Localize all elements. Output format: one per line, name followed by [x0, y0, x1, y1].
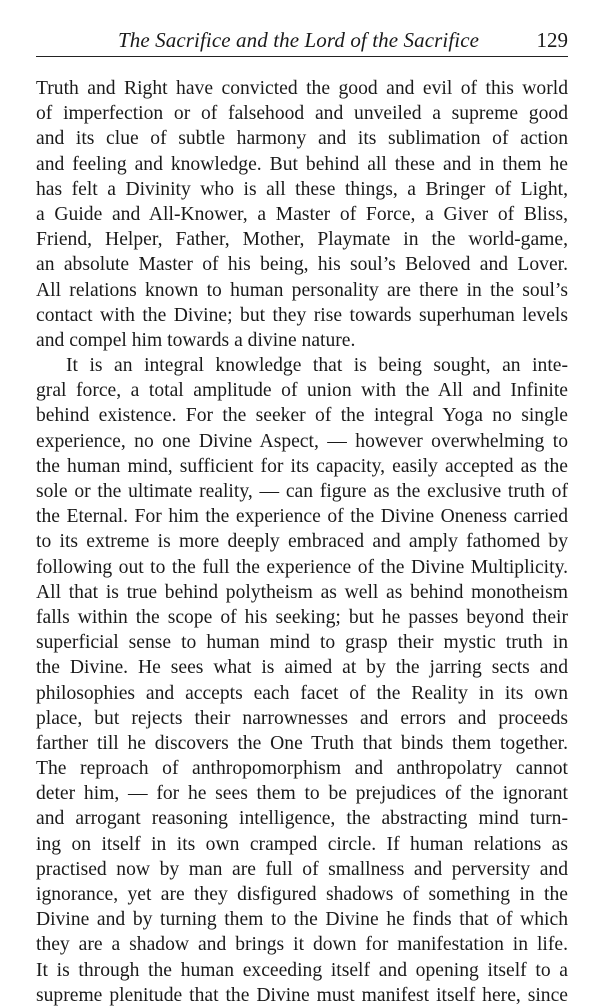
text-line: to its extreme is more deeply embraced and amply fathomed by	[36, 531, 568, 553]
text-line: they are a shadow and brings it down for manifestation in life.	[36, 934, 568, 956]
text-line: superficial sense to human mind to grasp their mystic truth in	[36, 632, 568, 654]
text-line: following out to the full the experience of the Divine Multiplicity.	[36, 556, 568, 578]
text-line: a Guide and All-Knower, a Master of Force, a Giver of Bliss,	[36, 203, 568, 225]
page-number: 129	[536, 28, 568, 52]
running-header	[36, 26, 568, 57]
body-text	[36, 76, 568, 1008]
text-line: contact with the Divine; but they rise towards superhuman levels	[36, 304, 568, 326]
text-line: ing on itself in its own cramped circle. If human relations as	[36, 833, 568, 855]
text-line: of imperfection or of falsehood and unveiled a supreme good	[36, 103, 568, 125]
text-line: Truth and Right have convicted the good and evil of this world	[36, 78, 568, 99]
text-line: philosophies and accepts each facet of the Reality in its own	[36, 682, 568, 704]
text-line: falls within the scope of his seeking; but he passes beyond their	[36, 606, 568, 628]
text-line: All relations known to human personality are there in the soul’s	[36, 279, 568, 301]
book-page	[36, 0, 568, 1006]
text-line: sole or the ultimate reality, — can figure as the exclusive truth of	[36, 481, 568, 502]
text-line: has felt a Divinity who is all these things, a Bringer of Light,	[36, 178, 568, 200]
text-line: behind existence. For the seeker of the integral Yoga no single	[36, 405, 568, 427]
text-line: the Eternal. For him the experience of the Divine Oneness carried	[36, 506, 568, 528]
text-line: supreme plenitude that the Divine must manifest itself here, since	[36, 984, 568, 1006]
text-line: experience, no one Divine Aspect, — however overwhelming to	[36, 430, 568, 452]
text-line: Friend, Helper, Father, Mother, Playmate in the world-game,	[36, 229, 568, 251]
text-line: farther till he discovers the One Truth that binds them together.	[36, 732, 568, 754]
running-title: The Sacrifice and the Lord of the Sacrifice	[118, 28, 480, 52]
text-line: Divine and by turning them to the Divine he finds that of which	[36, 909, 568, 931]
text-line: and compel him towards a divine nature.	[36, 329, 356, 351]
text-line: practised now by man are full of smallness and perversity and	[36, 858, 568, 880]
text-line: It is through the human exceeding itself and opening itself to a	[36, 959, 568, 981]
text-line: the human mind, sufficient for its capacity, easily accepted as the	[36, 455, 568, 477]
text-line: deter him, — for he sees them to be prejudices of the ignorant	[36, 783, 568, 805]
text-line: and feeling and knowledge. But behind all these and in them he	[36, 153, 568, 175]
text-line: and arrogant reasoning intelligence, the abstracting mind turn-	[36, 808, 568, 830]
text-line: It is an integral knowledge that is being sought, an inte-	[66, 355, 568, 377]
text-line: All that is true behind polytheism as well as behind monotheism	[36, 581, 568, 603]
text-line: and its clue of subtle harmony and its sublimation of action	[36, 128, 568, 150]
text-line: The reproach of anthropomorphism and anthropolatry cannot	[36, 758, 568, 780]
paragraph	[36, 353, 568, 1008]
text-line: the Divine. He sees what is aimed at by the jarring sects and	[36, 657, 568, 679]
text-line: ignorance, yet are they disfigured shadows of something in the	[36, 884, 568, 905]
text-line: an absolute Master of his being, his soul’s Beloved and Lover.	[36, 254, 568, 276]
text-line: gral force, a total amplitude of union with the All and Infinite	[36, 380, 568, 402]
text-line: place, but rejects their narrownesses and errors and proceeds	[36, 707, 568, 729]
paragraph	[36, 76, 568, 353]
